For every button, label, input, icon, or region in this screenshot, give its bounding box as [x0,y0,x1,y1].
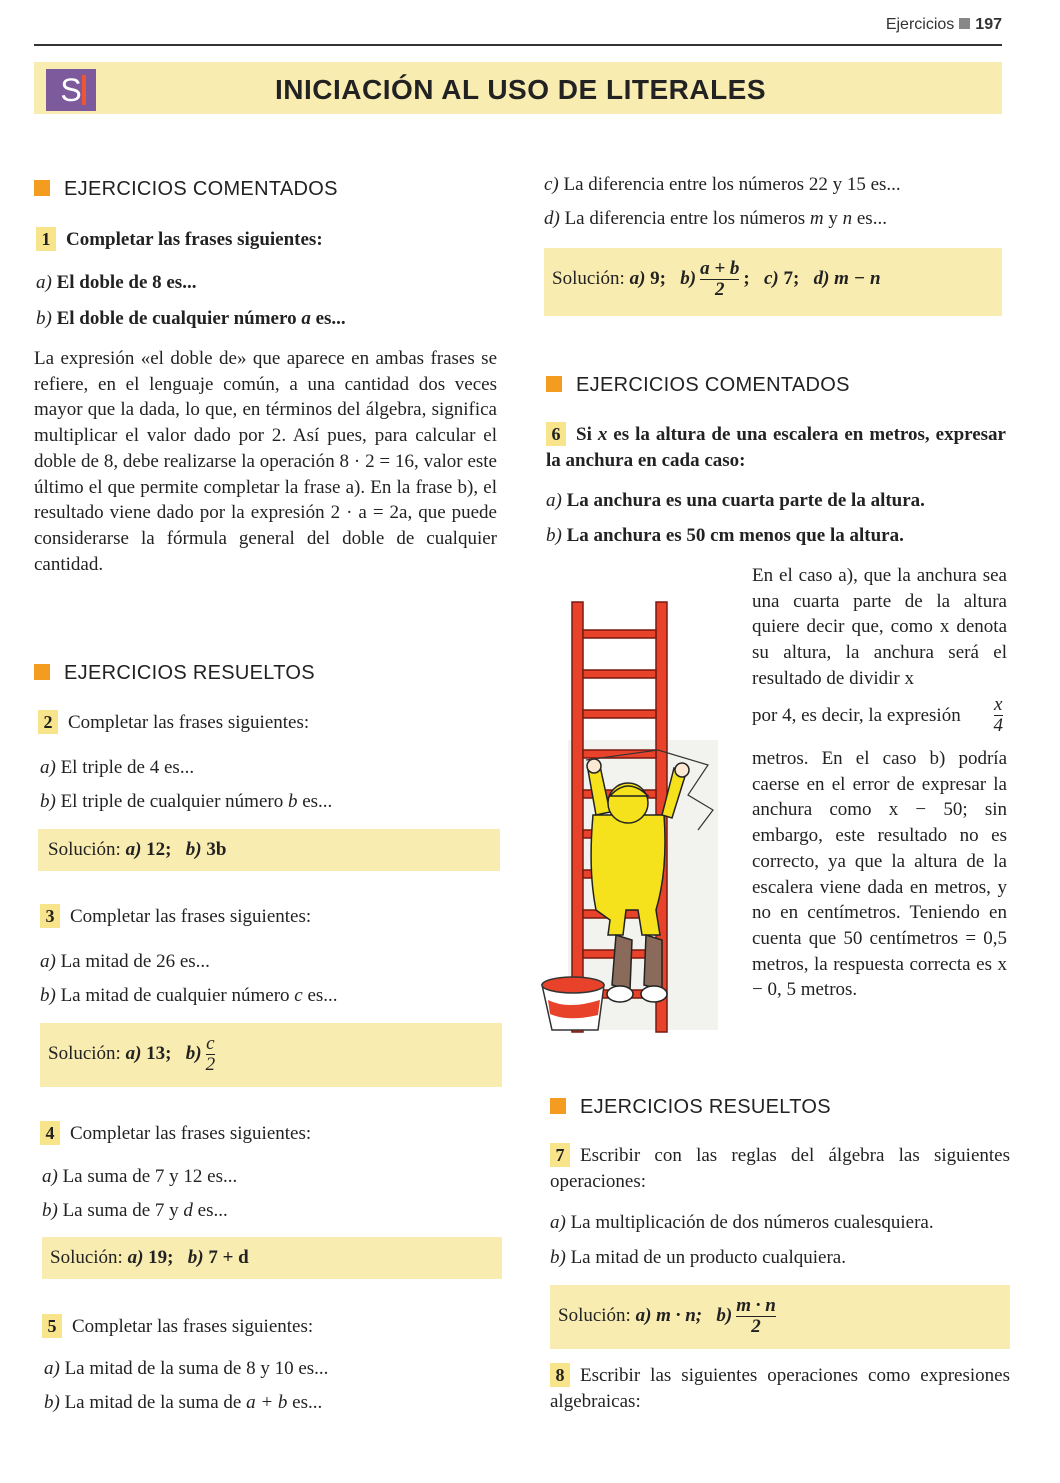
section-marker-icon [34,180,50,196]
statement-text: es la altura de una escalera en metros, expresar la anchura en cada caso: [546,424,1006,471]
item-label: b) [40,985,56,1006]
solution-value: 13; [146,1042,172,1064]
item-variable: a [301,308,311,329]
exercise-2-solution [48,839,226,861]
solution-part: b) [187,1247,204,1268]
exercise-7-a [550,1210,934,1236]
section-heading-label: EJERCICIOS RESUELTOS [580,1096,831,1118]
solution-fraction [736,1296,776,1337]
solution-part: b) [716,1304,733,1326]
exercise-6-statement [546,422,1006,474]
fraction-denominator: 4 [993,715,1003,736]
exercise-6-explanation-2 [752,695,1007,736]
page-number: 197 [975,16,1002,33]
explanation-fraction [994,695,1004,736]
exercise-7-b [550,1245,846,1271]
item-text: es... [302,985,338,1006]
item-text: La mitad de 26 es... [60,951,210,972]
exercise-5-d [544,206,887,232]
item-text: La anchura es una cuarta parte de la altura. [566,490,925,511]
exercise-number: 4 [40,1121,60,1145]
exercise-7-statement [550,1143,1010,1195]
solution-part: d) [813,267,830,289]
item-text: La suma de 7 y 12 es... [62,1166,238,1187]
section-heading-label: EJERCICIOS COMENTADOS [64,178,338,200]
exercise-3-a [40,949,210,975]
exercise-1-b [36,306,346,332]
exercise-5-c [544,172,901,198]
item-text: es... [287,1392,323,1413]
exercise-3-statement [40,904,311,930]
item-label: a) [36,272,52,293]
exercise-4-b [42,1198,228,1224]
item-label: d) [544,208,560,229]
exercise-6-b [546,523,904,549]
solution-value: 3b [206,839,227,860]
exercise-number: 5 [42,1314,62,1338]
item-label: b) [36,308,52,329]
exercise-3-b [40,983,338,1009]
item-variable: m [809,208,824,229]
running-head [886,16,1002,34]
item-variable: d [183,1200,193,1221]
statement-text: Si [576,424,598,445]
solution-value: 12; [146,839,172,860]
explanation-text: por 4, es decir, la expresión [752,704,961,726]
fraction-denominator: 2 [700,279,739,300]
exercise-3-solution [48,1034,219,1075]
item-label: a) [40,757,56,778]
solution-label: Solución: [48,839,121,860]
exercise-5-solution: Solución: a) 9; b) $\frac{a + b}{2}$ ; c) 7; d) m − n [552,258,881,300]
item-text: es... [310,308,346,329]
section-heading [34,662,315,685]
section-heading-label: EJERCICIOS COMENTADOS [576,374,850,396]
item-variable: c [294,985,303,1006]
solution-part: a) [125,839,142,860]
statement-text: Completar las frases siguientes: [68,712,310,733]
solution-part: b) [185,839,202,860]
section-marker-icon [550,1098,566,1114]
fraction-numerator: x [994,694,1003,715]
exercise-2-statement [38,710,309,736]
exercise-1-statement [36,227,323,253]
exercise-4-a [42,1164,237,1190]
exercise-6-a [546,488,925,514]
solution-value: m − n [834,267,881,289]
statement-text: Completar las frases siguientes: [70,906,312,927]
exercise-5-statement [42,1314,313,1340]
item-label: a) [40,951,56,972]
solution-label: Solución: [50,1247,123,1268]
statement-text: Escribir con las reglas del álgebra las siguientes operaciones: [550,1145,1010,1192]
ladder-illustration [538,590,743,1045]
exercise-number: 1 [36,227,56,251]
solution-part: c) [763,267,779,289]
fraction-numerator: c [206,1033,215,1054]
exercise-6-explanation-3: metros. En el caso b) podría caerse en el error de expresar la anchura como x − 50; sin embargo, este resultado no es correcto, ya que la altura de la escalera viene dada en metros, y no en centímetros. Teniendo en cuenta que 50 centímetros = 0,5 metros, la respuesta correcta es x − 0, 5 metros. [752,748,1007,1001]
solution-label: Solución: [552,267,625,289]
item-text: La multiplicación de dos números cualesquiera. [570,1212,934,1233]
item-text: El triple de 4 es... [60,757,195,778]
section-heading-label: EJERCICIOS RESUELTOS [64,662,315,684]
exercise-5-a [44,1356,328,1382]
statement-text: Completar las frases siguientes: [72,1316,314,1337]
item-label: b) [546,525,562,546]
solution-part: b) [185,1042,202,1064]
item-label: b) [40,791,56,812]
solution-part: a) [635,1304,652,1326]
item-label: a) [42,1166,58,1187]
header-rule [34,44,1002,46]
item-variable: b [287,791,298,812]
solution-part: a) [125,1042,142,1064]
solution-part: a) [629,267,646,289]
exercise-number: 8 [550,1363,570,1387]
statement-text: Completar las frases siguientes: [70,1123,312,1144]
exercise-number: 2 [38,710,58,734]
solution-label: Solución: [558,1304,631,1326]
item-label: a) [550,1212,566,1233]
solution-value: 19; [148,1247,174,1268]
item-text: El doble de cualquier número [56,308,302,329]
solution-value: 7; [783,267,800,289]
solution-value: 9; [650,267,666,289]
item-label: b) [550,1247,566,1268]
item-text: La mitad de un producto cualquiera. [570,1247,846,1268]
item-text: La diferencia entre los números 22 y 15 es... [563,174,901,195]
section-heading [550,1096,831,1119]
solution-part: b) [680,267,697,289]
exercise-number: 6 [546,422,566,446]
square-icon [959,18,970,29]
item-label: a) [546,490,562,511]
exercise-6-explanation-1: En el caso a), que la anchura sea una cuarta parte de la altura quiere decir que, como x denota su altura, la anchura será el resultado de dividir x [752,565,1007,689]
statement-text: Completar las frases siguientes: [66,229,323,250]
solution-value: 7 + d [208,1247,249,1268]
fraction-denominator: 2 [205,1054,216,1075]
item-text: El triple de cualquier número [60,791,288,812]
solution-fraction [206,1034,216,1075]
logo-letter: S [60,72,82,108]
item-label: b) [42,1200,58,1221]
section-marker-icon [546,376,562,392]
item-variable: a + b [246,1392,288,1413]
exercise-4-solution [50,1247,249,1269]
section-heading [34,178,338,201]
exercise-2-b [40,789,332,815]
solution-part: a) [127,1247,144,1268]
item-text: La anchura es 50 cm menos que la altura. [566,525,904,546]
exercise-4-statement [40,1121,311,1147]
item-label: a) [44,1358,60,1379]
fraction-numerator: a + b [700,258,740,279]
item-text: La diferencia entre los números [564,208,810,229]
exercise-number: 7 [550,1143,570,1167]
item-text: es... [852,208,887,229]
exercise-number: 3 [40,904,60,928]
logo [46,69,96,111]
solution-label: Solución: [48,1042,121,1064]
exercise-7-solution [558,1296,780,1337]
item-text: El doble de 8 es... [56,272,197,293]
item-text: La suma de 7 y [62,1200,184,1221]
fraction-denominator: 2 [736,1316,776,1337]
item-text: La mitad de la suma de 8 y 10 es... [64,1358,329,1379]
statement-variable: x [597,424,608,445]
solution-fraction [700,259,739,300]
item-text: La mitad de cualquier número [60,985,295,1006]
paint-bucket-icon [542,977,604,1030]
fraction-numerator: m · n [736,1295,776,1316]
page-title: INICIACIÓN AL USO DE LITERALES [275,74,767,105]
pencil-icon [82,75,86,105]
exercise-1-explanation: La expresión «el doble de» que aparece en ambas frases se refiere, en el lenguaje común, a una cantidad dos veces mayor que la dada, lo que, en términos del álgebra, significa multiplicar el valor dado por 2. Así pues, para calcular el doble de 8, debe realizarse la operación 8 · 2 = 16, valor este último el que permite completar la frase a). En la frase b), el resultado viene dado por la expresión 2 · a = 2a, que puede considerarse la fórmula general del doble de cualquier cantidad. [34,348,497,575]
item-text: y [823,208,843,229]
solution-value: m · n; [656,1304,703,1326]
exercise-1-a [36,270,196,296]
exercise-2-a [40,755,194,781]
item-text: es... [192,1200,228,1221]
item-variable: n [842,208,853,229]
exercise-5-b [44,1390,322,1416]
running-head-section: Ejercicios [885,16,955,33]
item-label: c) [544,174,559,195]
item-text: es... [297,791,333,812]
statement-text: Escribir las siguientes operaciones como expresiones algebraicas: [550,1365,1010,1412]
exercise-8-statement [550,1363,1010,1415]
item-label: b) [44,1392,60,1413]
section-heading [546,374,850,397]
item-text: La mitad de la suma de [64,1392,247,1413]
section-marker-icon [34,664,50,680]
